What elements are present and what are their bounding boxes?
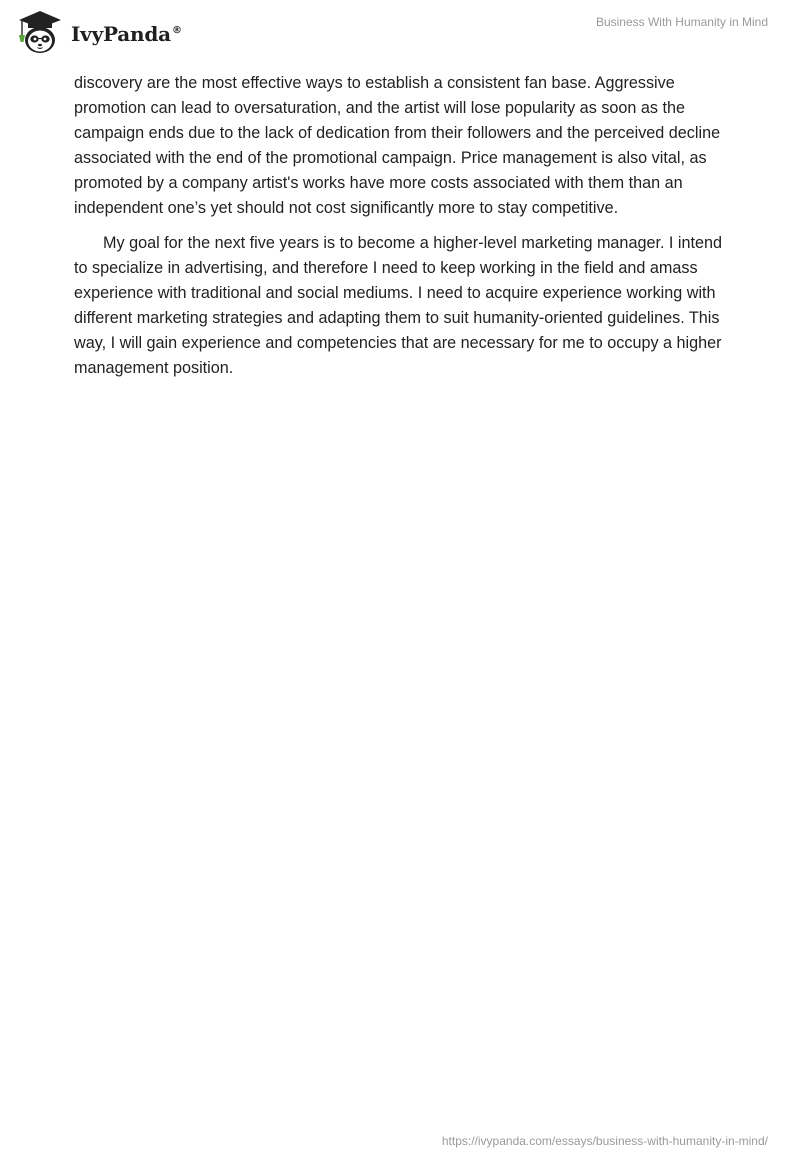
paragraph-goal: My goal for the next five years is to become a higher-level marketing manager. I intend to specialize in advertising, and therefore I need to keep working in the field and amass experience with traditional and social mediums. I need to acquire experience working with different marketing strategies and adapting them to suit humanity-oriented guidelines. This way, I will gain experience and competencies that are necessary for me to occupy a higher management position. — [74, 234, 723, 377]
essay-body — [74, 71, 730, 381]
document-title: Business With Humanity in Mind — [595, 15, 768, 29]
source-url[interactable]: https://ivypanda.com/essays/business-with-humanity-in-mind/ — [441, 1134, 768, 1148]
panda-graduation-cap-logo-icon — [15, 9, 65, 55]
brand-name — [71, 22, 182, 46]
brand-name-text: IvyPanda — [71, 22, 171, 46]
paragraph-continuation: discovery are the most effective ways to establish a consistent fan base. Aggressive promotion can lead to oversaturation, and the artist will lose popularity as soon as the campaign ends due to the lack of dedication from their followers and the perceived decline associated with the end of the promotional campaign. Price management is also vital, as promoted by a company artist's works have more costs associated with them than an independent one’s yet should not cost significantly more to stay competitive. — [74, 74, 721, 217]
registered-mark: ® — [171, 25, 182, 37]
page-header — [0, 0, 800, 70]
brand-logo — [15, 9, 182, 55]
